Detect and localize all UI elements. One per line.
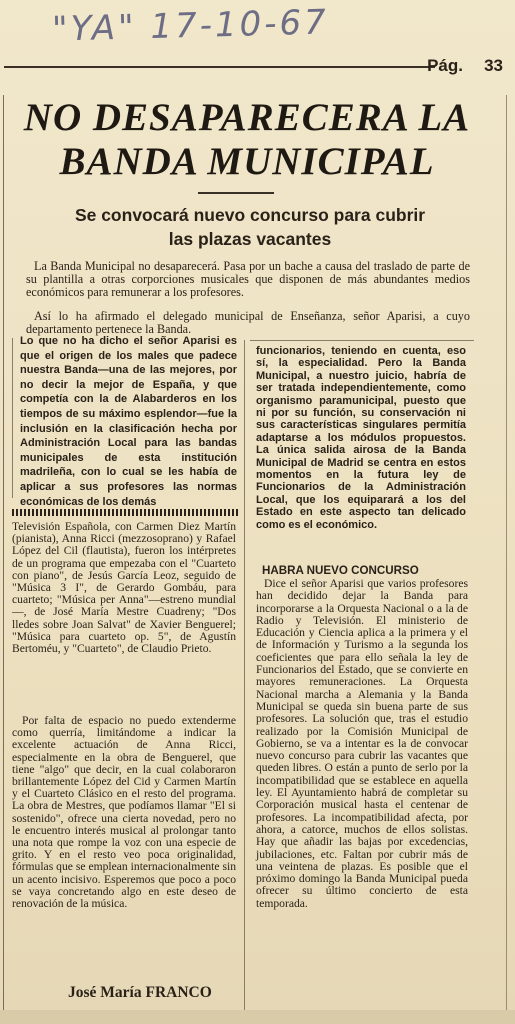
left-column-paragraph: Por falta de espacio no puedo extenderme como querría, limitándome a indicar la excelente actuación de Anna Ricci, especialmente en la obra de Benguerel, que tiene "algo" que decir, en la cual colaboraron brillantemente López del Cid y Carmen Martín y el Cuarteto Clásico en el resto del programa. La obra de Mestres, que podíamos llamar "El si sostenido", ofrece una cierta novedad, pero no le encuentro interés musical al prolongar tanto una nota que rompe la voz con una especie de grito. Y en el resto veo poca originalidad, fórmulas que se emplean internacionalmente sin un acento incisivo. Esperemos que poco a poco se vaya concretando algo en este deseo de renovación de la música.	[12, 714, 236, 911]
left-margin-rule	[3, 95, 4, 1015]
boxed-column-text: Lo que no ha dicho el señor Aparisi es que el origen de los males que padece nuestra Banda—una de las mejores, por no decir la mejor de España, y que competía con la de Alabarderos en los tiempos de su máximo esplendor—fue la inclusión en la clasificación hecha por Administración Local para las bandas municipales de esta institución madrileña, con lo cual se les había de aplicar a sus profesores las normas económicas de los demás	[20, 335, 237, 508]
page-label: Pág.	[427, 56, 463, 75]
handwritten-date-note: "YA" 17-10-67	[51, 2, 330, 50]
right-subheading: HABRA NUEVO CONCURSO	[262, 564, 419, 577]
right-box-top-rule	[250, 340, 474, 341]
boxed-column-rule	[12, 338, 13, 498]
column-divider	[244, 340, 245, 1012]
headline-line-2: BANDA MUNICIPAL	[59, 140, 435, 183]
headline-line-1: NO DESAPARECERA LA	[23, 96, 471, 139]
page-number: 33	[484, 56, 503, 75]
hatched-divider	[12, 509, 240, 516]
top-rule	[4, 66, 435, 68]
right-margin-rule	[506, 95, 507, 1015]
byline: José María FRANCO	[68, 984, 212, 1001]
headline-divider	[198, 192, 274, 194]
right-column-text: Dice el señor Aparisi que varios profesores han decidido dejar la Banda para incorporarse a la Orquesta Nacional o a la de Radio y Televisión. El ministerio de Educación y Ciencia aplica a la primera y el de Información y Turismo a la segunda los coeficientes que para ello señala la ley de Funcionarios del Estado, que se convierte en mayores remuneraciones. La Orquesta Nacional marcha a Alemania y la Banda Municipal se queda sin buena parte de sus profesores. La solución que, tras el estudio realizado por la Comisión Municipal de Gobierno, se va a intentar es la de convocar nuevo concurso para cubrir las vacantes que queden libres. O están a punto de serlo por la incompatibilidad que se establece en aquella ley. El Ayuntamiento habrá de completar su Corporación musical hasta el centenar de profesores. La incompatibilidad afecta, por ahora, a catorce, muchos de ellos solistas. Hay que añadir las bajas por excedencias, jubilaciones, etc. Faltan por cubrir más de una veintena de plazas. Es posible que el próximo domingo la Banda Municipal pueda ofrecer su último concierto de esta temporada.	[256, 577, 468, 910]
left-column-paragraph: Televisión Española, con Carmen Diez Martín (pianista), Anna Ricci (mezzosoprano) y Rafael López del Cil (flautista), fueron los intérpretes de un programa que empezaba con el "Cuarteto con piano", de Jesús García Leoz, seguido de "Música 3 I", de Gerardo Gombáu, para cuarteto; "Música per Anna"—estreno mundial—, de José María Mestre Cuadreny; "Dos lledes sobre Joan Salvat" de Xavier Benguerel; "Música para cuarteto op. 5", de Agustín Bertoméu, y "Cuarteto", de Claudio Prieto.	[12, 520, 236, 656]
intro-paragraph: La Banda Municipal no desaparecerá. Pasa por un bache a causa del traslado de parte de su plantilla a otras corporciones musicales que disponen de más abundantes medios económicos para remunerar a los profesores.	[26, 259, 470, 299]
clipping-bottom-edge	[0, 1010, 515, 1024]
subheadline-line-1: Se convocará nuevo concurso para cubrir	[74, 205, 426, 225]
intro-paragraph: Así lo ha afirmado el delegado municipal de Enseñanza, señor Aparisi, a cuyo departamento pertenece la Banda.	[26, 309, 470, 336]
subheadline-line-2: las plazas vacantes	[168, 229, 332, 249]
right-column-bold-text: funcionarios, teniendo en cuenta, eso sí, la especialidad. Pero la Banda Municipal, a nuestro juicio, habría de ser tratada independientemente, como organismo paramunicipal, puesto que ni por su función, su conservación ni sus características singulares permitía adaptarse a los módulos propuestos. La única salida airosa de la Banda Municipal de Madrid se centra en estos momentos en la futura ley de Funcionarios de la Administración Local, que los equiparará a los del Estado en este aspecto tan delicado como es el económico.	[256, 345, 466, 531]
